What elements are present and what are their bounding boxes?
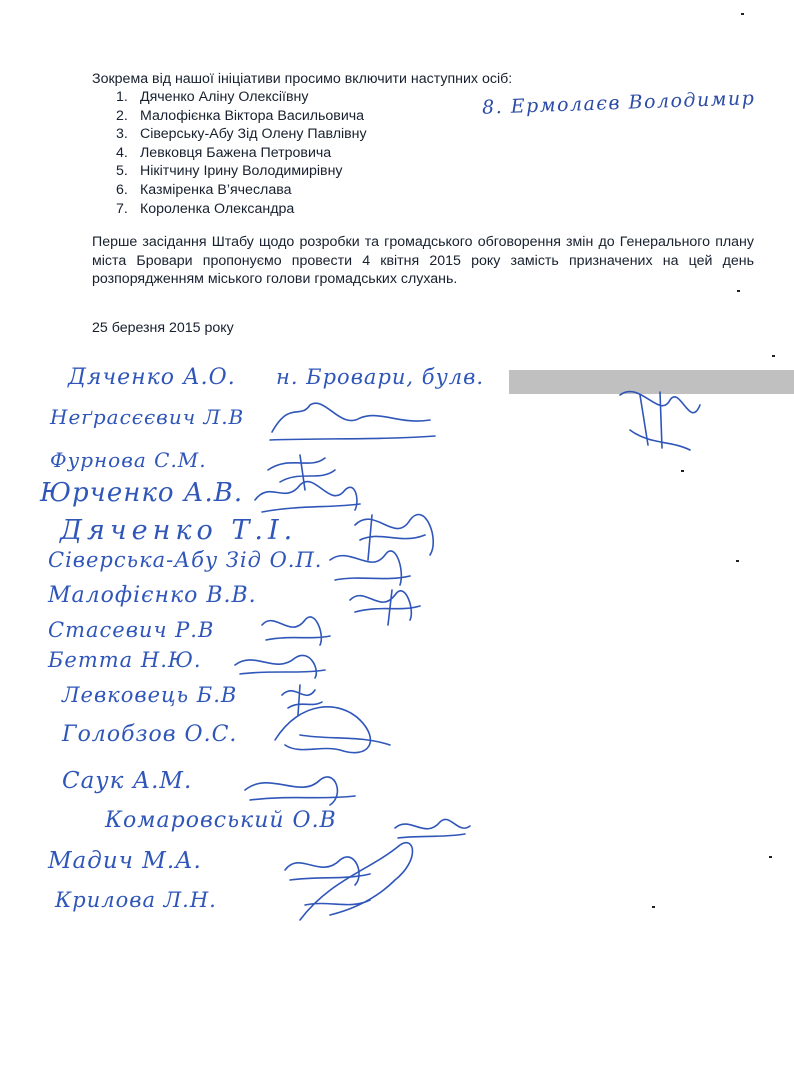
signature-scribble [268, 455, 335, 490]
handwritten-address: н. Бровари, булв. [276, 365, 485, 389]
signature-scribble [255, 482, 360, 512]
list-item: 1. Дяченко Аліну Олексіївну [116, 89, 309, 105]
signature-scribble [282, 685, 322, 715]
handwritten-name: Крилова Л.Н. [55, 888, 217, 912]
handwritten-name: Сіверська-Абу Зід О.П. [48, 548, 323, 572]
handwritten-name: Комаровський О.В [105, 808, 337, 833]
person-name: Короленка Олександра [140, 200, 295, 217]
signature-scribble [395, 819, 470, 838]
handwritten-name: Неґрасєєвич Л.В [50, 405, 245, 429]
scan-speck [736, 560, 739, 562]
signature-scribble [330, 551, 410, 585]
handwritten-name: Стасевич Р.В [48, 618, 215, 642]
person-name: Нікітчину Ірину Володимирівну [140, 163, 343, 180]
handwritten-name: Юрченко А.В. [40, 478, 244, 508]
document-date: 25 березня 2015 року [92, 320, 234, 336]
list-item: 7. Короленка Олександра [116, 200, 295, 217]
person-name: Сіверську-Абу Зід Олену Павлівну [140, 126, 367, 143]
list-item: 2. Малофієнка Віктора Васильовича [116, 107, 365, 124]
handwritten-name: Дяченко А.О. [68, 365, 236, 390]
signature-scribble [285, 857, 370, 885]
handwritten-name: Фурнова С.М. [50, 448, 207, 472]
scan-speck [741, 13, 744, 15]
handwritten-name: Саук А.М. [62, 768, 193, 794]
signature-scribble [300, 843, 413, 920]
handwritten-name: Левковець Б.В [62, 683, 238, 707]
list-item: 5. Нікітчину Ірину Володимирівну [116, 163, 343, 180]
handwritten-name: Голобзов О.С. [62, 722, 238, 747]
handwritten-name: Дяченко Т.І. [60, 515, 298, 546]
signature-scribble [275, 707, 390, 753]
signature-scribble [262, 617, 330, 645]
signature-scribble [235, 655, 325, 678]
handwritten-name: Мадич М.А. [48, 848, 202, 874]
handwritten-name: Малофієнко В.В. [48, 583, 257, 608]
person-name: Дяченко Аліну Олексіївну [140, 89, 309, 105]
signature-scribble [270, 403, 435, 440]
signature-scribble [620, 392, 700, 450]
handwritten-addition: 8. Ермолаєв Володимир [481, 87, 756, 119]
list-item: 3. Сіверську-Абу Зід Олену Павлівну [116, 126, 367, 143]
scan-speck [769, 856, 772, 858]
person-name: Малофієнка Віктора Васильовича [140, 107, 365, 124]
handwritten-name: Бетта Н.Ю. [48, 648, 202, 672]
list-item: 4. Левковця Бажена Петровича [116, 144, 332, 161]
person-name: Левковця Бажена Петровича [140, 144, 332, 161]
scan-speck [681, 470, 684, 472]
scan-speck [652, 906, 655, 908]
scan-speck [737, 290, 740, 292]
signature-scribble [245, 777, 355, 805]
proposal-paragraph: Перше засідання Штабу щодо розробки та громадського обговорення змін до Генерального плану міста Бровари пропонуємо провести 4 квітня 2015 року замість призначених на цей день розпорядженням міського голови громадських слухань. [92, 234, 754, 288]
scan-speck [772, 355, 775, 357]
signature-scribble [350, 590, 420, 625]
intro-text: Зокрема від нашої ініціативи просимо включити наступних осіб: [92, 71, 513, 87]
person-name: Казміренка В’ячеслава [140, 181, 292, 198]
list-item: 6. Казміренка В’ячеслава [116, 181, 292, 198]
